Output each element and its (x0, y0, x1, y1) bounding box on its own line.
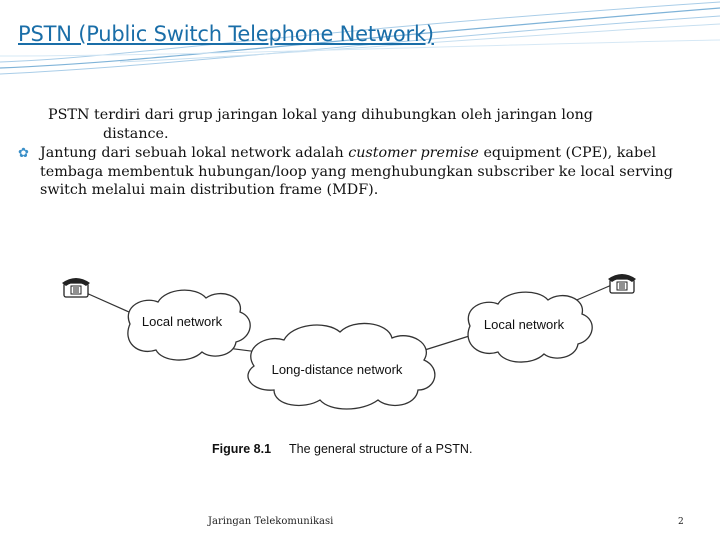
paragraph-2-text-b: equipment (CPE), kabel tembaga membentuk hubungan/loop yang menghubungkan subscriber ke local serving switch melalui main distribution frame (MDF). (40, 145, 673, 198)
figure-caption-number: Figure 8.1 (212, 442, 272, 456)
telephone-right-icon (608, 274, 636, 293)
footer-title: Jaringan Telekomunikasi (208, 516, 334, 527)
right-cloud-label: Local network (483, 317, 565, 332)
paragraph-2-text-a: Jantung dari sebuah lokal network adalah (40, 145, 349, 161)
telephone-left-icon (62, 278, 90, 297)
paragraph-1-line-1: PSTN terdiri dari grup jaringan lokal yang dihubungkan oleh jaringan long (48, 107, 593, 123)
pstn-diagram (52, 262, 656, 464)
paragraph-1-line-2: distance. (103, 125, 169, 142)
figure-caption-text: The general structure of a PSTN. (289, 442, 473, 456)
slide-body (18, 106, 710, 200)
paragraph-2 (18, 144, 710, 200)
slide-title: PSTN (Public Switch Telephone Network) (18, 22, 434, 46)
page-number: 2 (678, 517, 684, 527)
left-cloud-label: Local network (141, 314, 223, 329)
bullet-icon: ✿ (18, 146, 29, 161)
paragraph-2-italic: customer premise (348, 145, 479, 161)
paragraph-1 (40, 106, 710, 143)
center-cloud-label: Long-distance network (271, 362, 403, 377)
